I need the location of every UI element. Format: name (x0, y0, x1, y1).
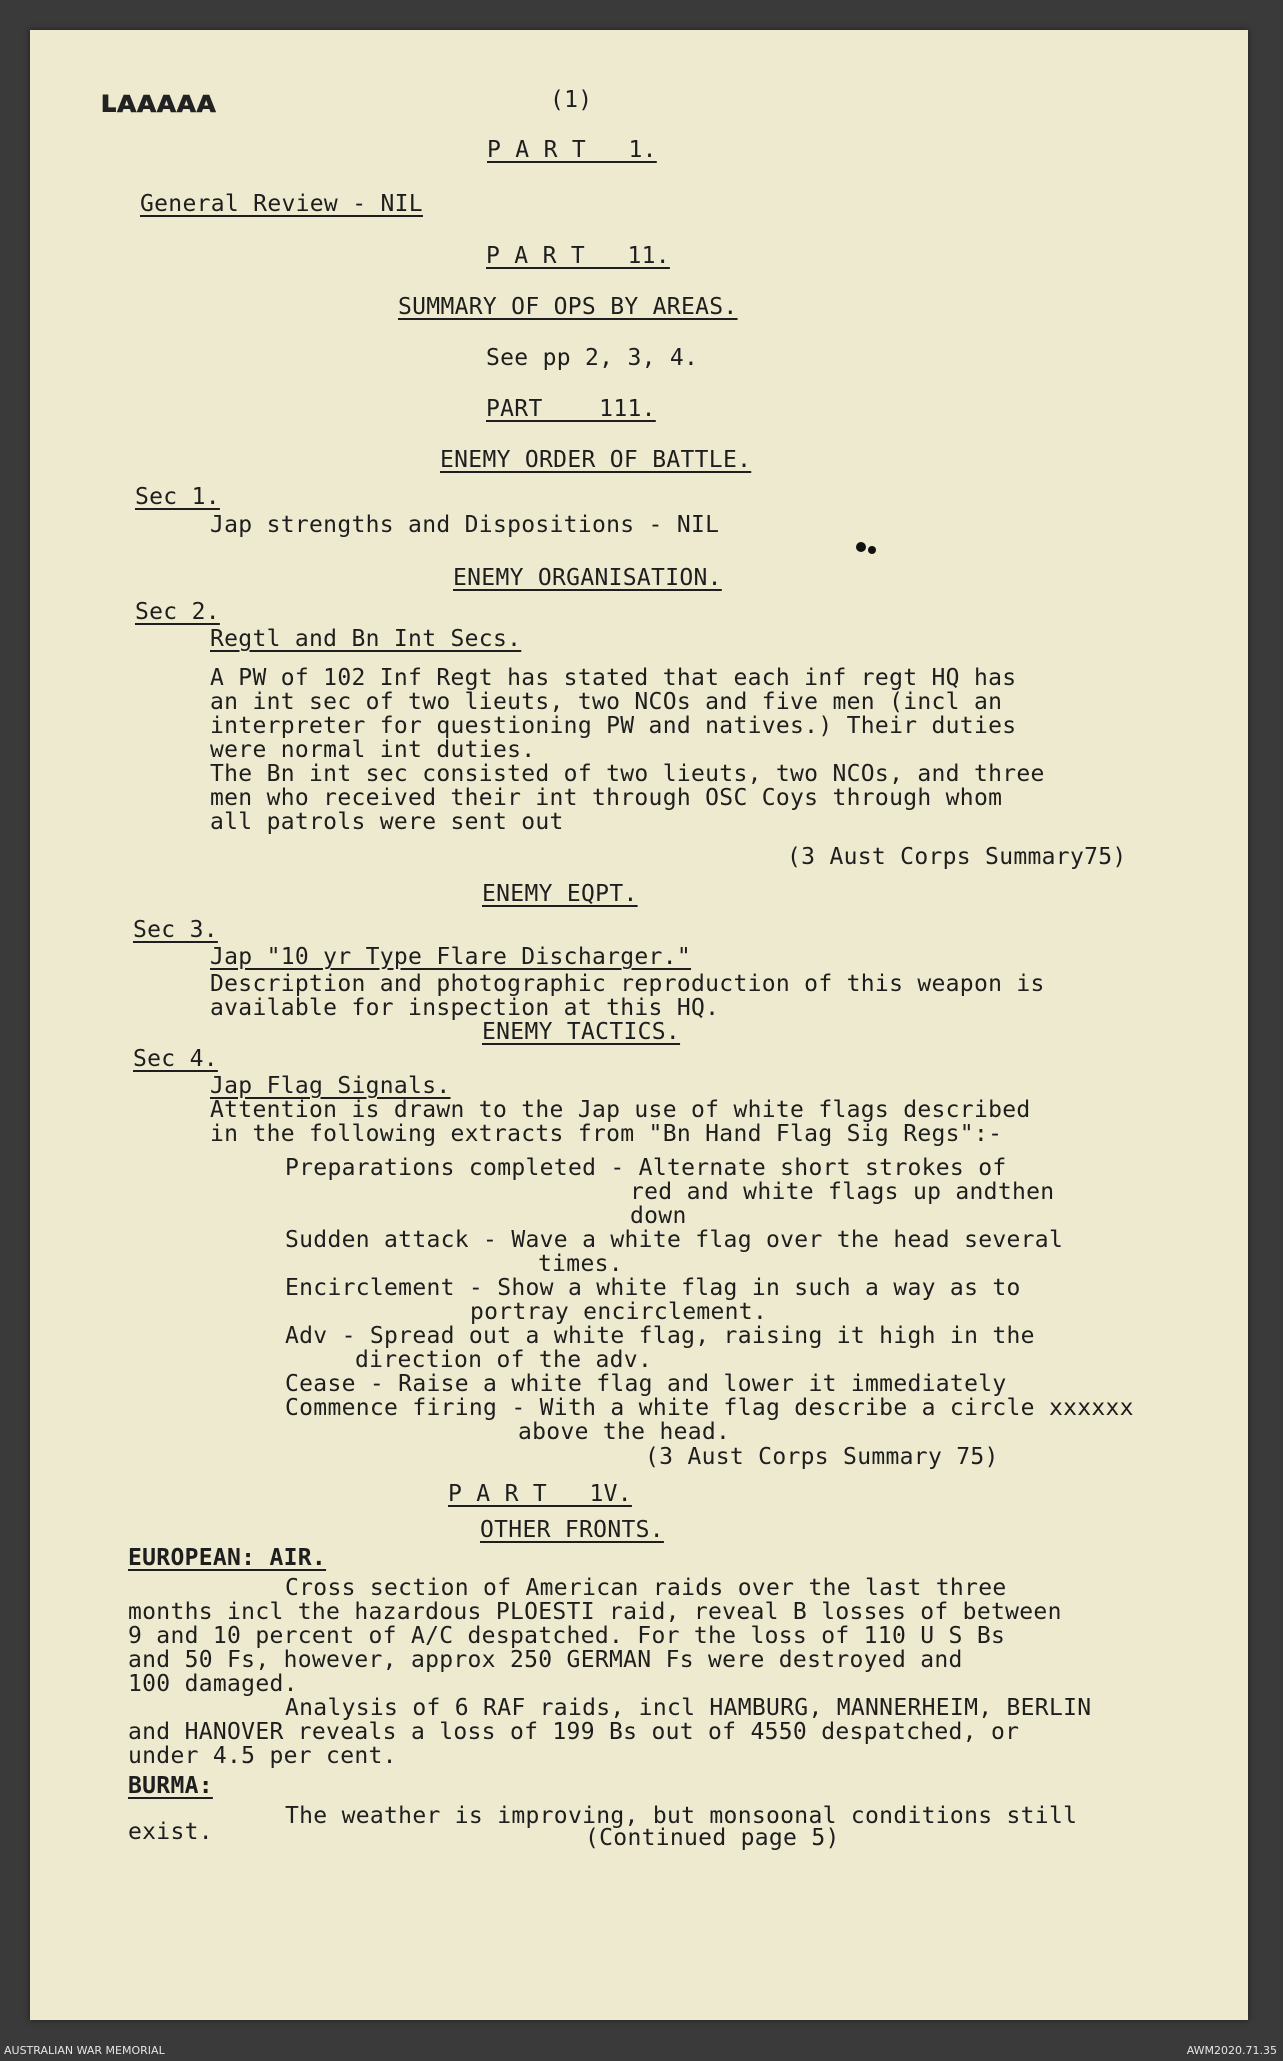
flag-signal-line: Adv - Spread out a white flag, raising it high in the (285, 1323, 1035, 1349)
european-air-label: EUROPEAN: AIR. (128, 1545, 327, 1571)
footer-left: AUSTRALIAN WAR MEMORIAL (4, 2044, 165, 2057)
flag-signal-line: Encirclement - Show a white flag in such a way as to (285, 1275, 1021, 1301)
flag-signal-line: direction of the adv. (355, 1347, 653, 1373)
tactics-heading: ENEMY TACTICS. (482, 1019, 681, 1045)
sec2-line: all patrols were sent out (210, 809, 564, 835)
flag-signal-line: above the head. (518, 1419, 731, 1445)
sec4-intro: Attention is drawn to the Jap use of white flags described (210, 1097, 1031, 1123)
flag-signal-line: portray encirclement. (470, 1299, 768, 1325)
part4-title: P A R T 1V. (448, 1481, 632, 1507)
sec2-line: an int sec of two lieuts, two NCOs and five men (incl an (210, 689, 1003, 715)
general-review: General Review - NIL (140, 191, 423, 217)
european-line: Cross section of American raids over the last three (285, 1575, 1007, 1601)
european-line: and 50 Fs, however, approx 250 GERMAN Fs were destroyed and (128, 1647, 963, 1673)
corner-mark: ʟᴀᴀᴀᴀᴀ (100, 82, 216, 120)
sec4-source: (3 Aust Corps Summary 75) (645, 1444, 999, 1470)
page-number: (1) (550, 87, 593, 113)
document-page (30, 30, 1248, 2020)
part1-title: P A R T 1. (487, 137, 657, 163)
burma-line: exist. (128, 1819, 213, 1845)
sec4-label: Sec 4. (133, 1046, 218, 1072)
flag-signal-line: Sudden attack - Wave a white flag over the head several (285, 1227, 1064, 1253)
sec2-line: interpreter for questioning PW and natives.) Their duties (210, 713, 1017, 739)
part3-title: PART 111. (486, 396, 656, 422)
sec1-text: Jap strengths and Dispositions - NIL (210, 512, 720, 538)
sec3-subtitle: Jap "10 yr Type Flare Discharger." (210, 944, 692, 970)
burma-line: The weather is improving, but monsoonal conditions still (285, 1803, 1078, 1829)
sec2-line: The Bn int sec consisted of two lieuts, two NCOs, and three (210, 761, 1045, 787)
sec2-line: A PW of 102 Inf Regt has stated that each inf regt HQ has (210, 665, 1017, 691)
flag-signal-line: Preparations completed - Alternate short strokes of (285, 1155, 1007, 1181)
sec2-line: men who received their int through OSC Coys through whom (210, 785, 1003, 811)
other-fronts-heading: OTHER FRONTS. (480, 1517, 664, 1543)
footer-right: AWM2020.71.35 (1186, 2044, 1277, 2057)
sec4-intro: in the following extracts from "Bn Hand Flag Sig Regs":- (210, 1121, 1003, 1147)
sec3-line: Description and photographic reproduction of this weapon is (210, 971, 1045, 997)
sec3-line: available for inspection at this HQ. (210, 995, 720, 1021)
part2-heading: SUMMARY OF OPS BY AREAS. (398, 294, 738, 320)
flag-signal-line: down (630, 1203, 687, 1229)
european-line: under 4.5 per cent. (128, 1743, 397, 1769)
burma-label: BURMA: (128, 1773, 213, 1799)
order-of-battle-heading: ENEMY ORDER OF BATTLE. (440, 447, 752, 473)
ink-blot (868, 546, 876, 554)
sec2-source: (3 Aust Corps Summary75) (787, 844, 1127, 870)
european-line: 9 and 10 percent of A/C despatched. For the loss of 110 U S Bs (128, 1623, 1006, 1649)
sec3-label: Sec 3. (133, 917, 218, 943)
sec1-label: Sec 1. (135, 484, 220, 510)
flag-signal-line: Commence firing - With a white flag describe a circle xxxxxx (285, 1395, 1134, 1421)
part2-see: See pp 2, 3, 4. (486, 345, 699, 371)
european-line: months incl the hazardous PLOESTI raid, reveal B losses of between (128, 1599, 1062, 1625)
continued-note: (Continued page 5) (585, 1825, 840, 1851)
european-line: and HANOVER reveals a loss of 199 Bs out of 4550 despatched, or (128, 1719, 1020, 1745)
flag-signal-line: red and white flags up andthen (630, 1179, 1055, 1205)
european-line: 100 damaged. (128, 1671, 298, 1697)
part2-title: P A R T 11. (486, 243, 670, 269)
flag-signal-line: times. (538, 1251, 623, 1277)
sec2-label: Sec 2. (135, 599, 220, 625)
sec2-subtitle: Regtl and Bn Int Secs. (210, 626, 522, 652)
organisation-heading: ENEMY ORGANISATION. (453, 565, 722, 591)
european-line: Analysis of 6 RAF raids, incl HAMBURG, MANNERHEIM, BERLIN (285, 1695, 1092, 1721)
eqpt-heading: ENEMY EQPT. (482, 881, 638, 907)
flag-signal-line: Cease - Raise a white flag and lower it immediately (285, 1371, 1007, 1397)
ink-blot (856, 542, 866, 552)
sec2-line: were normal int duties. (210, 737, 536, 763)
sec4-subtitle: Jap Flag Signals. (210, 1073, 451, 1099)
